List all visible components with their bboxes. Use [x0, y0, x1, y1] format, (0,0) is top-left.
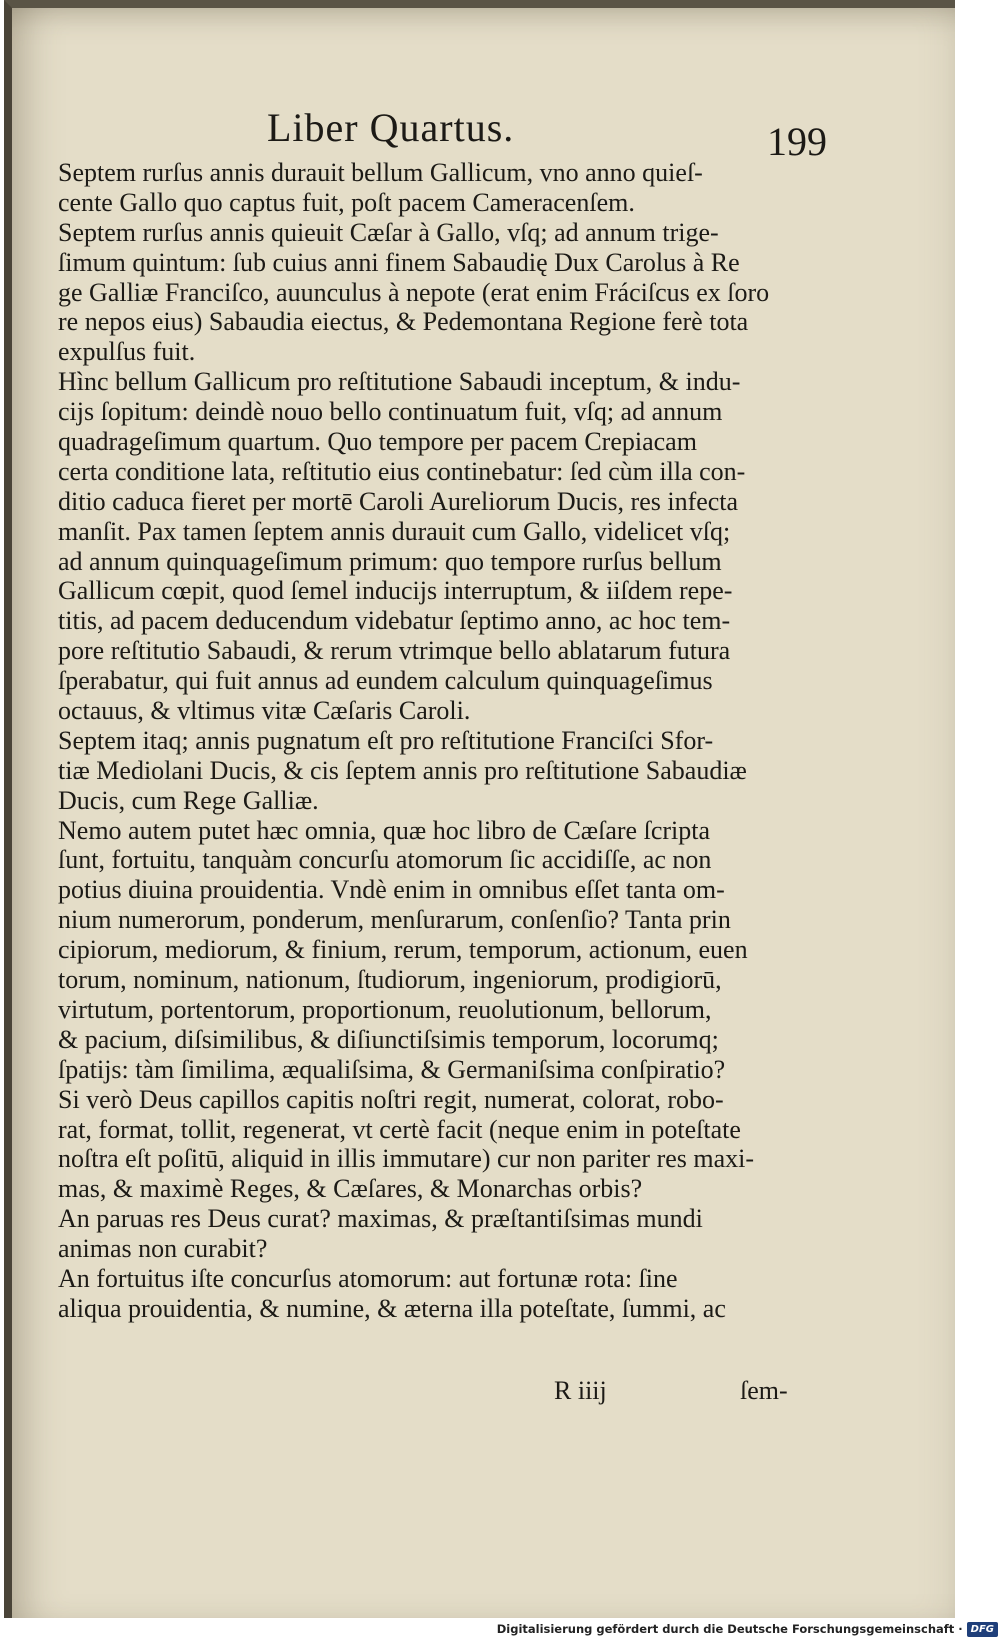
text-line: aliqua prouidentia, & numine, & æterna illa poteſtate, ſummi, ac — [58, 1293, 726, 1323]
digitization-footer — [497, 1619, 998, 1639]
running-title: Liber Quartus. — [267, 105, 515, 150]
text-line: titis, ad pacem deducendum videbatur ſeptimo anno, ac hoc tem- — [58, 606, 731, 636]
text-line: nium numerorum, ponderum, menſurarum, conſenſio? Tanta prin — [58, 905, 731, 935]
text-line: pore reſtitutio Sabaudi, & rerum vtrimque bello ablatarum futura — [58, 636, 731, 666]
text-line: ditio caduca fieret per mortē Caroli Aureliorum Ducis, res infecta — [58, 486, 739, 516]
text-line: manſit. Pax tamen ſeptem annis durauit cum Gallo, videlicet vſq; — [58, 516, 731, 546]
text-line: torum, nominum, nationum, ſtudiorum, ingeniorum, prodigiorū, — [58, 965, 722, 995]
text-line: Septem itaq; annis pugnatum eſt pro reſtitutione Franciſci Sfor- — [58, 725, 714, 755]
text-line: virtutum, portentorum, proportionum, reuolutionum, bellorum, — [58, 994, 712, 1024]
text-line: tiæ Mediolani Ducis, & cis ſeptem annis pro reſtitutione Sabaudiæ — [58, 755, 747, 785]
text-line: Hìnc bellum Gallicum pro reſtitutione Sabaudi inceptum, & indu- — [58, 367, 741, 397]
body-text — [58, 158, 800, 1324]
book-page — [4, 0, 955, 1618]
text-line: ſperabatur, qui fuit annus ad eundem calculum quinquageſimus — [58, 666, 713, 696]
text-line: Septem rurſus annis quieuit Cæſar à Gallo, vſq; ad annum trige- — [58, 217, 719, 247]
footer-credit: Digitalisierung gefördert durch die Deutsche Forschungsgemeinschaft · — [496, 1622, 963, 1636]
text-line: expulſus fuit. — [58, 337, 196, 367]
text-line: ad annum quinquageſimum primum: quo tempore rurſus bellum — [58, 546, 722, 576]
text-line: Nemo autem putet hæc omnia, quæ hoc libro de Cæſare ſcripta — [58, 815, 711, 845]
text-line: An fortuitus iſte concurſus atomorum: aut fortunæ rota: ſine — [58, 1263, 678, 1293]
text-line: ge Galliæ Franciſco, auunculus à nepote (erat enim Fráciſcus ex ſoro — [58, 277, 770, 307]
text-line: cijs ſopitum: deindè nouo bello continuatum fuit, vſq; ad annum — [58, 397, 723, 427]
text-line: ſimum quintum: ſub cuius anni finem Sabaudię Dux Carolus à Re — [58, 247, 740, 277]
text-line: Ducis, cum Rege Galliæ. — [58, 785, 319, 815]
text-line: re nepos eius) Sabaudia eiectus, & Pedemontana Regione ferè tota — [58, 307, 749, 337]
text-line: mas, & maximè Reges, & Cæſares, & Monarchas orbis? — [58, 1174, 643, 1204]
text-line: Si verò Deus capillos capitis noſtri regit, numerat, colorat, robo- — [58, 1084, 724, 1114]
catchword: ſem- — [740, 1376, 788, 1405]
text-line: Septem rurſus annis durauit bellum Gallicum, vno anno quieſ- — [58, 158, 703, 187]
right-margin — [955, 0, 1000, 1618]
text-line: An paruas res Deus curat? maximas, & præſtantiſsimas mundi — [58, 1204, 703, 1234]
text-line: & pacium, diſsimilibus, & diſiunctiſsimis temporum, locorumq; — [58, 1024, 719, 1054]
text-line: certa conditione lata, reſtitutio eius continebatur: ſed cùm illa con- — [58, 456, 746, 486]
text-line: noſtra eſt poſitū, aliquid in illis immutare) cur non pariter res maxi- — [58, 1144, 755, 1174]
text-line: rat, format, tollit, regenerat, vt certè facit (neque enim in poteſtate — [58, 1114, 741, 1144]
dfg-logo: DFG — [967, 1622, 998, 1637]
text-line: ſpatijs: tàm ſimilima, æqualiſsima, & Germaniſsima conſpiratio? — [58, 1054, 726, 1084]
text-line: cente Gallo quo captus fuit, poſt pacem Cameracenſem. — [58, 187, 635, 217]
page-number: 199 — [767, 119, 827, 164]
text-line: potius diuina prouidentia. Vndè enim in omnibus eſſet tanta om- — [58, 875, 725, 905]
text-line: animas non curabit? — [58, 1234, 268, 1264]
text-line: cipiorum, mediorum, & finium, rerum, temporum, actionum, euen — [58, 935, 748, 965]
text-line: quadrageſimum quartum. Quo tempore per pacem Crepiacam — [58, 427, 697, 457]
catchwords-row — [64, 1376, 806, 1406]
text-line: octauus, & vltimus vitæ Cæſaris Caroli. — [58, 696, 471, 726]
text-line: Gallicum cœpit, quod ſemel inducijs interruptum, & iiſdem repe- — [58, 576, 733, 606]
text-line: ſunt, fortuitu, tanquàm concurſu atomorum ſic accidiſſe, ac non — [58, 845, 712, 875]
signature-mark: R iiij — [554, 1376, 607, 1405]
